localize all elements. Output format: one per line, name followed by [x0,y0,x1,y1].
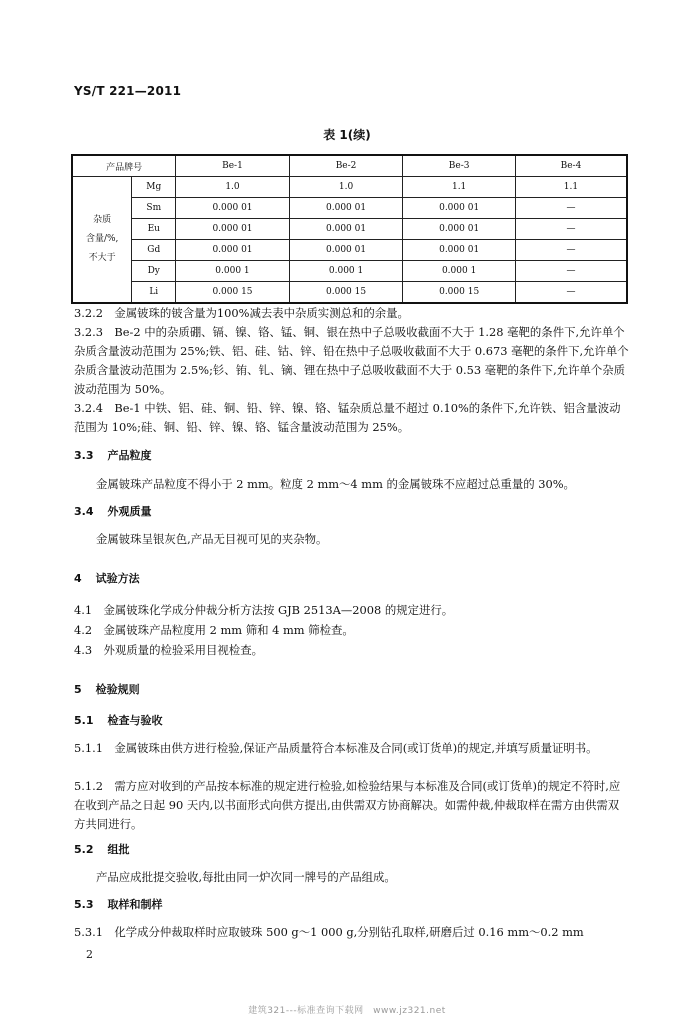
paragraph-3-3: 金属铍珠产品粒度不得小于 2 mm。粒度 2 mm～4 mm 的金属铍珠不应超过总重量的 30%。 [96,477,575,491]
table-row [72,282,627,304]
value-cell: 1.0 [176,177,290,198]
table-caption: 表 1(续) [323,128,371,142]
element-cell: Mg [132,177,176,198]
value-cell: — [515,219,627,240]
col-header: Be-3 [403,155,516,177]
value-cell: 0.000 01 [403,240,516,261]
table-row [72,219,627,240]
impurity-table [71,154,628,304]
paragraph-5-2: 产品应成批提交验收,每批由同一炉次同一牌号的产品组成。 [96,870,396,884]
section-heading-3-3: 3.3 产品粒度 [74,449,152,462]
col-header: Be-2 [289,155,403,177]
element-cell: Li [132,282,176,304]
section-heading-5-3: 5.3 取样和制样 [74,898,163,911]
table-row [72,198,627,219]
col-header: Be-4 [515,155,627,177]
col-header-grade: 产品牌号 [72,155,176,177]
table-row [72,240,627,261]
paragraph-4-3: 4.3 外观质量的检验采用目视检查。 [74,643,263,657]
value-cell: 0.000 01 [176,240,290,261]
table-row [72,261,627,282]
paragraph-4-2: 4.2 金属铍珠产品粒度用 2 mm 筛和 4 mm 筛检查。 [74,623,354,637]
value-cell: — [515,261,627,282]
value-cell: 0.000 15 [176,282,290,304]
value-cell: 1.1 [403,177,516,198]
value-cell: — [515,282,627,304]
paragraph-4-1: 4.1 金属铍珠化学成分仲裁分析方法按 GJB 2513A—2008 的规定进行。 [74,603,454,617]
value-cell: 1.1 [515,177,627,198]
table-row [72,177,627,198]
element-cell: Gd [132,240,176,261]
value-cell: 0.000 01 [289,240,403,261]
page-number: 2 [86,948,93,961]
value-cell: 0.000 01 [403,198,516,219]
table-header-row [72,155,627,177]
value-cell: 0.000 15 [403,282,516,304]
watermark: 建筑321---标准查询下载网 www.jz321.net [248,1006,446,1016]
value-cell: 0.000 01 [176,198,290,219]
col-header: Be-1 [176,155,290,177]
section-heading-5-2: 5.2 组批 [74,843,130,856]
value-cell: 0.000 1 [176,261,290,282]
value-cell: — [515,240,627,261]
value-cell: 0.000 1 [289,261,403,282]
paragraph-5-3-1: 5.3.1 化学成分仲裁取样时应取铍珠 500 g～1 000 g,分别钻孔取样,研磨后过 0.16 mm～0.2 mm [74,925,584,939]
section-heading-3-4: 3.4 外观质量 [74,505,152,518]
value-cell: 0.000 01 [403,219,516,240]
value-cell: 0.000 01 [289,198,403,219]
paragraph-3-2-3: 3.2.3 Be-2 中的杂质硼、镉、镍、铬、锰、铜、银在热中子总吸收截面不大于 1.28 毫靶的条件下,允许单个杂质含量波动范围为 25%;铁、铝、硅、钴、锌、铅在热中子总吸收截面不大于 0.673 毫靶的条件下,允许单个杂质含量波动范围为 2.5%;钐、铕、钆、镝、锂在热中子总吸收截面不大于 0.53 毫靶的条件下,允许单个杂质波动范围为 50%。 [74,325,629,396]
paragraph-3-2-2: 3.2.2 金属铍珠的铍含量为100%减去表中杂质实测总和的余量。 [74,306,409,320]
paragraph-5-1-1: 5.1.1 金属铍珠由供方进行检验,保证产品质量符合本标准及合同(或订货单)的规定,并填写质量证明书。 [74,741,598,755]
paragraph-3-2-4: 3.2.4 Be-1 中铁、铝、硅、铜、铅、锌、镍、铬、锰杂质总量不超过 0.10%的条件下,允许铁、铝含量波动范围为 10%;硅、铜、铅、锌、镍、铬、锰含量波动范围为 25%。 [74,401,621,434]
paragraph-3-4: 金属铍珠呈银灰色,产品无目视可见的夹杂物。 [96,532,328,546]
value-cell: — [515,198,627,219]
element-cell: Sm [132,198,176,219]
value-cell: 0.000 15 [289,282,403,304]
paragraph-5-1-2: 5.1.2 需方应对收到的产品按本标准的规定进行检验,如检验结果与本标准及合同(或订货单)的规定不符时,应在收到产品之日起 90 天内,以书面形式向供方提出,由供需双方协商解决。如需仲裁,仲裁取样在需方由供需双方共同进行。 [74,779,621,831]
element-cell: Eu [132,219,176,240]
element-cell: Dy [132,261,176,282]
row-group-label: 杂质 含量/%, 不大于 [72,177,132,304]
value-cell: 0.000 01 [289,219,403,240]
value-cell: 0.000 01 [176,219,290,240]
section-heading-5-1: 5.1 检查与验收 [74,714,163,727]
value-cell: 1.0 [289,177,403,198]
value-cell: 0.000 1 [403,261,516,282]
section-heading-5: 5 检验规则 [74,683,140,696]
doc-code-header: YS/T 221—2011 [74,84,182,98]
section-heading-4: 4 试验方法 [74,572,140,585]
